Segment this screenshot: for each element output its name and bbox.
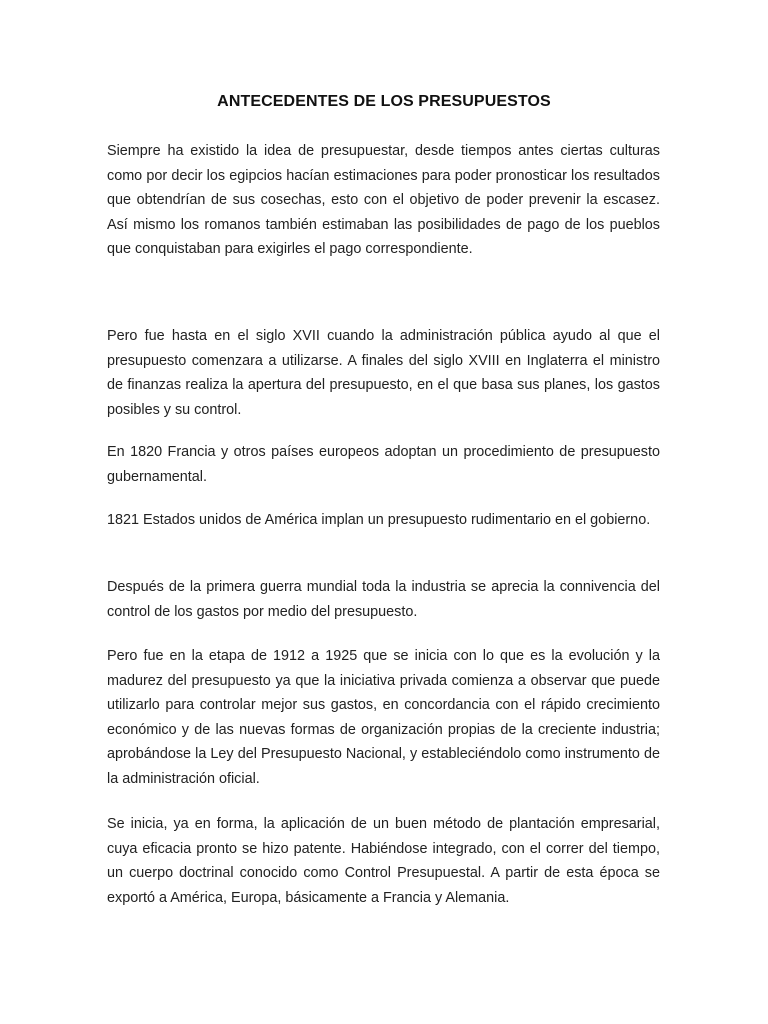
paragraph-1: Siempre ha existido la idea de presupuestar, desde tiempos antes ciertas culturas como por decir los egipcios hacían estimaciones para poder pronosticar los resultados que obtendrían de sus cosechas, esto con el objetivo de poder prevenir la escasez. Así mismo los romanos también estimaban las posibilidades de pago de los pueblos que conquistaban para exigirles el pago correspondiente.	[107, 143, 660, 257]
paragraph-4: 1821 Estados unidos de América implan un presupuesto rudimentario en el gobierno.	[107, 512, 651, 528]
paragraph-7: Se inicia, ya en forma, la aplicación de un buen método de plantación empresarial, cuya eficacia pronto se hizo patente. Habiéndose integrado, con el correr del tiempo, un cuerpo doctrinal conocido como Control Presupuestal. A partir de esta época se exportó a América, Europa, básicamente a Francia y Alemania.	[107, 816, 660, 906]
paragraph-5: Después de la primera guerra mundial toda la industria se aprecia la connivencia del control de los gastos por medio del presupuesto.	[107, 579, 660, 620]
paragraph-2: Pero fue hasta en el siglo XVII cuando la administración pública ayudo al que el presupuesto comenzara a utilizarse. A finales del siglo XVIII en Inglaterra el ministro de finanzas realiza la apertura del presupuesto, en el que basa sus planes, los gastos posibles y su control.	[107, 328, 660, 418]
document-title: ANTECEDENTES DE LOS PRESUPUESTOS	[217, 93, 551, 110]
paragraph-3: En 1820 Francia y otros países europeos adoptan un procedimiento de presupuesto gubernamental.	[107, 444, 660, 485]
paragraph-6: Pero fue en la etapa de 1912 a 1925 que se inicia con lo que es la evolución y la madurez del presupuesto ya que la iniciativa privada comienza a observar que puede utilizarlo para controlar mejor sus gastos, en concordancia con el rápido crecimiento económico y de las nuevas formas de organización propias de la creciente industria; aprobándose la Ley del Presupuesto Nacional, y estableciéndolo como instrumento de la administración oficial.	[107, 648, 660, 787]
